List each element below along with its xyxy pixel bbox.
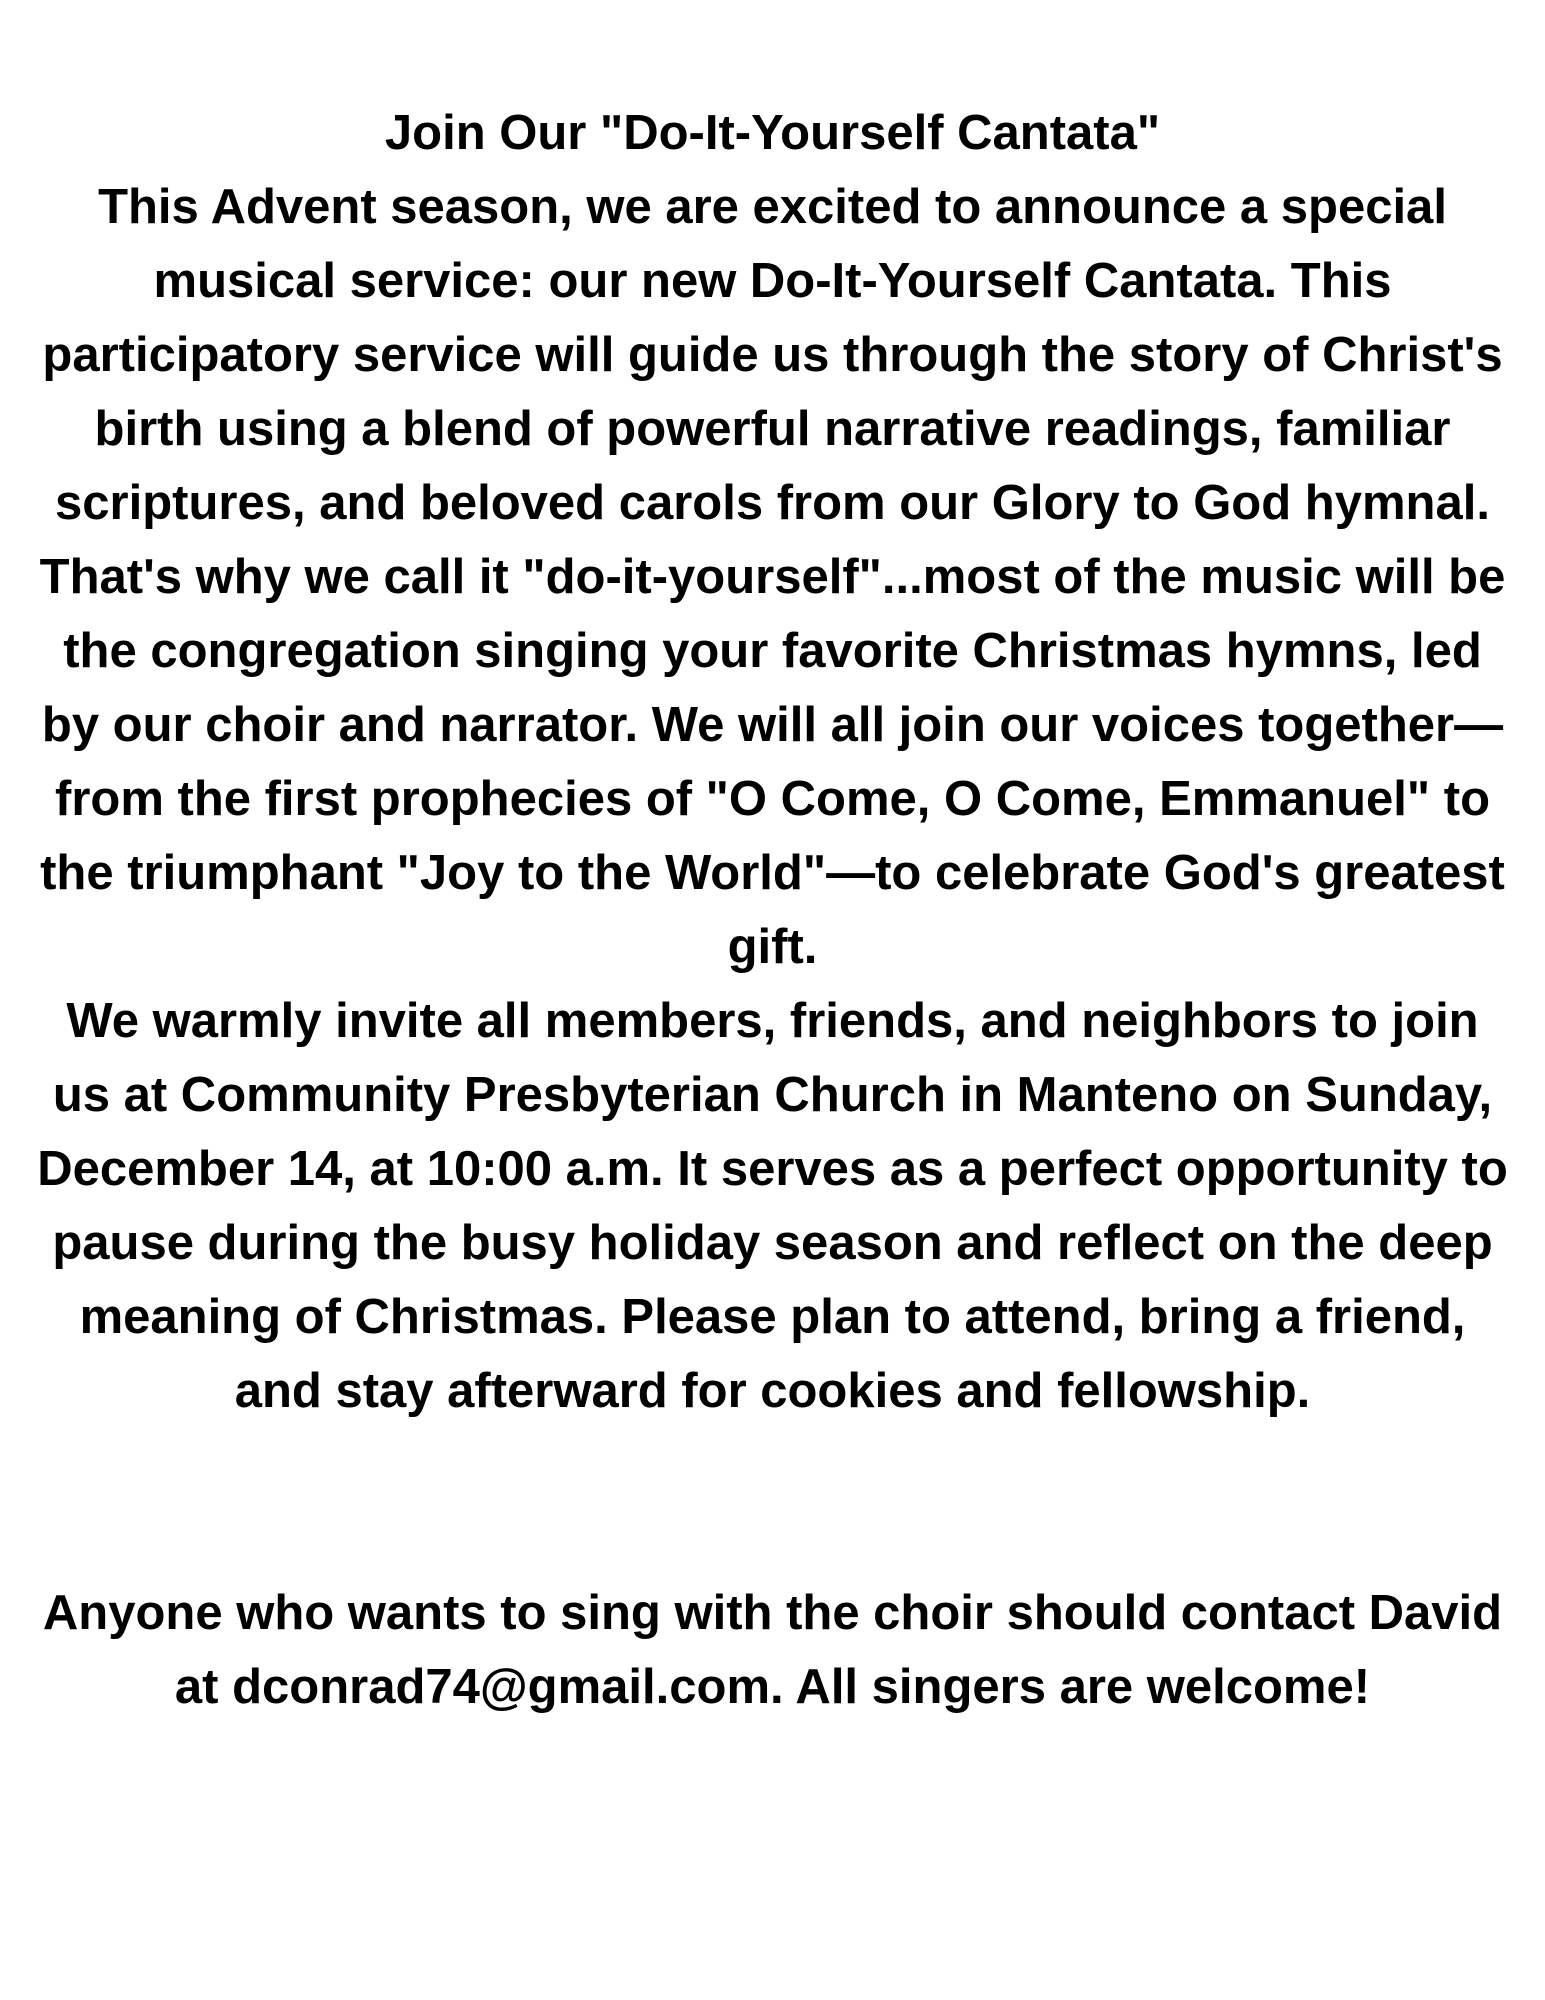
announcement-paragraph-invitation: We warmly invite all members, friends, and neighbors to join us at Community Presbyterian Church in Manteno on Sunday, December 14, at 10:00 a.m. It serves as a perfect opportunity to pause during the busy holiday season and reflect on the deep meaning of Christmas. Please plan to attend, bring a friend, and stay afterward for cookies and fellowship. bbox=[37, 994, 1508, 1418]
paragraph-spacer bbox=[34, 1428, 1511, 1576]
announcement-paragraph-contact: Anyone who wants to sing with the choir should contact David at dconrad74@gmail.com. All singers are welcome! bbox=[42, 1586, 1503, 1714]
announcement-paragraph-intro: This Advent season, we are excited to announce a special musical service: our new Do-It-Yourself Cantata. This participatory service will guide us through the story of Christ's birth using a blend of powerful narrative readings, familiar scriptures, and beloved carols from our Glory to God hymnal. That's why we call it "do-it-yourself"...most of the music will be the congregation singing your favorite Christmas hymns, led by our choir and narrator. We will all join our voices together—from the first prophecies of "O Come, O Come, Emmanuel" to the triumphant "Joy to the World"—to celebrate God's greatest gift. bbox=[39, 180, 1506, 974]
announcement-title: Join Our "Do-It-Yourself Cantata" bbox=[384, 106, 1161, 160]
announcement-body bbox=[34, 96, 1511, 1724]
